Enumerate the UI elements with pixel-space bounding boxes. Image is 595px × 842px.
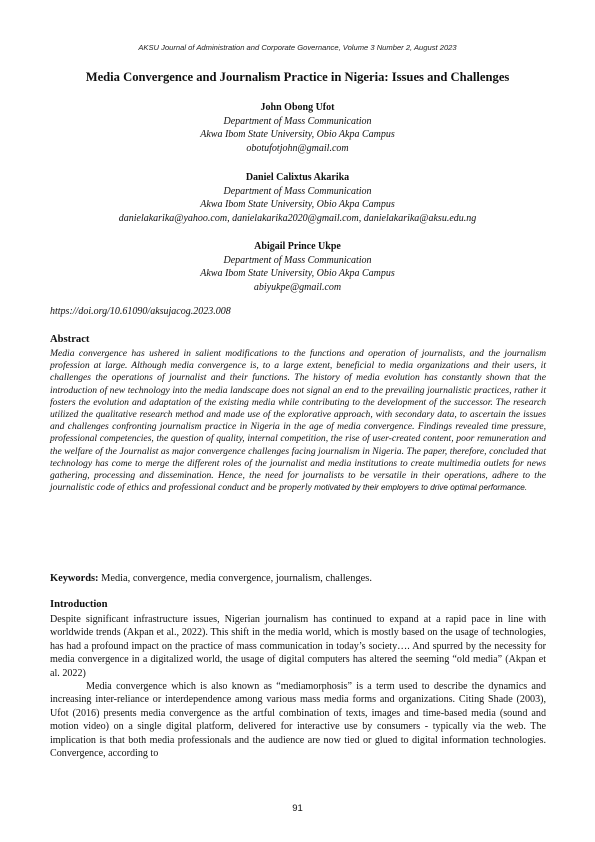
author-department: Department of Mass Communication [223,185,372,197]
introduction-body [50,613,546,760]
paragraph: Media convergence which is also known as “mediamorphosis” is a term used to describe the dynamics and increasing inter-reliance or interdependence among various mass media forms and organizations. Citing Shade (2003), Ufot (2016) presents media convergence as the artful combination of texts, images and time-based media (sound and motion video) on a single digital platform, delivered for interactive use by consumers - typically via the web. The implication is that both media professionals and the audience are now tied or glued to digital information technologies. Convergence, according to [50,681,546,760]
paper-title: Media Convergence and Journalism Practice in Nigeria: Issues and Challenges [85,70,510,84]
keywords [50,573,372,584]
author-institution: Akwa Ibom State University, Obio Akpa Campus [200,268,395,280]
author-name: Daniel Calixtus Akarika [245,172,350,183]
introduction-heading: Introduction [50,599,108,610]
author-name: John Obong Ufot [260,102,335,113]
doi-link[interactable]: https://doi.org/10.61090/aksujacog.2023.008 [50,306,231,317]
abstract-body [50,348,546,494]
author-block-3 [0,240,595,295]
author-block-2 [0,171,595,226]
abstract-heading: Abstract [50,334,90,345]
author-department: Department of Mass Communication [223,254,372,266]
author-email: obotufotjohn@gmail.com [246,143,349,155]
author-email: danielakarika@yahoo.com, danielakarika2020@gmail.com, danielakarika@aksu.edu.ng [118,213,477,225]
author-institution: Akwa Ibom State University, Obio Akpa Campus [200,129,395,141]
author-institution: Akwa Ibom State University, Obio Akpa Campus [200,199,395,211]
running-header: AKSU Journal of Administration and Corporate Governance, Volume 3 Number 2, August 2023 [138,43,457,52]
keywords-text: Media, convergence, media convergence, journalism, challenges. [101,573,372,584]
abstract-text: Media convergence has ushered in salient modifications to the functions and operation of journalists, and the journalism profession at large. Although media convergence is, to a large extent, beneficial to media organizations and their users, it challenges the operations of journalist and their functions. The history of media evolution has constantly shown that the introduction of new technology into the media landscape does not signal an end to the prevailing journalistic practices, rather it fosters the evolution and adaptation of the existing media while contributing to the development of the successor. The research utilized the qualitative research method and made use of the explorative approach, with secondary data, to ascertain the issues and challenges confronting journalism practice in Nigeria in the age of media convergence. Findings revealed time pressure, professional competencies, the question of quality, internal competition, the rise of user-created content, poor remuneration and the welfare of the Journalist as major convergence challenges facing journalism in Nigeria. The paper, therefore, concluded that technology has come to merge the different roles of the journalist and media institutions to create multimedia outlets for news gathering, processing and dissemination. Hence, the need for journalists to be versatile in their operations, adhere to the journalistic code of ethics and professional conduct and be properly [50,348,546,494]
page-number: 91 [292,803,303,814]
paragraph: Despite significant infrastructure issues, Nigerian journalism has continued to expand at a rapid pace in line with worldwide trends (Akpan et al., 2022). This shift in the media world, which is mostly based on the usage of technologies, has had a profound impact on the practice of mass communication in today’s society…. And spurred by the necessity for media convergence in a digitalized world, the usage of digital computers has altered the seeming “old media” (Akpan et al. 2022) [50,614,546,679]
author-department: Department of Mass Communication [223,115,372,127]
keywords-label: Keywords: [50,573,99,584]
abstract-tail: motivated by their employers to drive optimal performance. [314,483,528,493]
author-block-1 [0,101,595,156]
author-email: abiyukpe@gmail.com [253,282,342,294]
author-name: Abigail Prince Ukpe [254,241,341,252]
